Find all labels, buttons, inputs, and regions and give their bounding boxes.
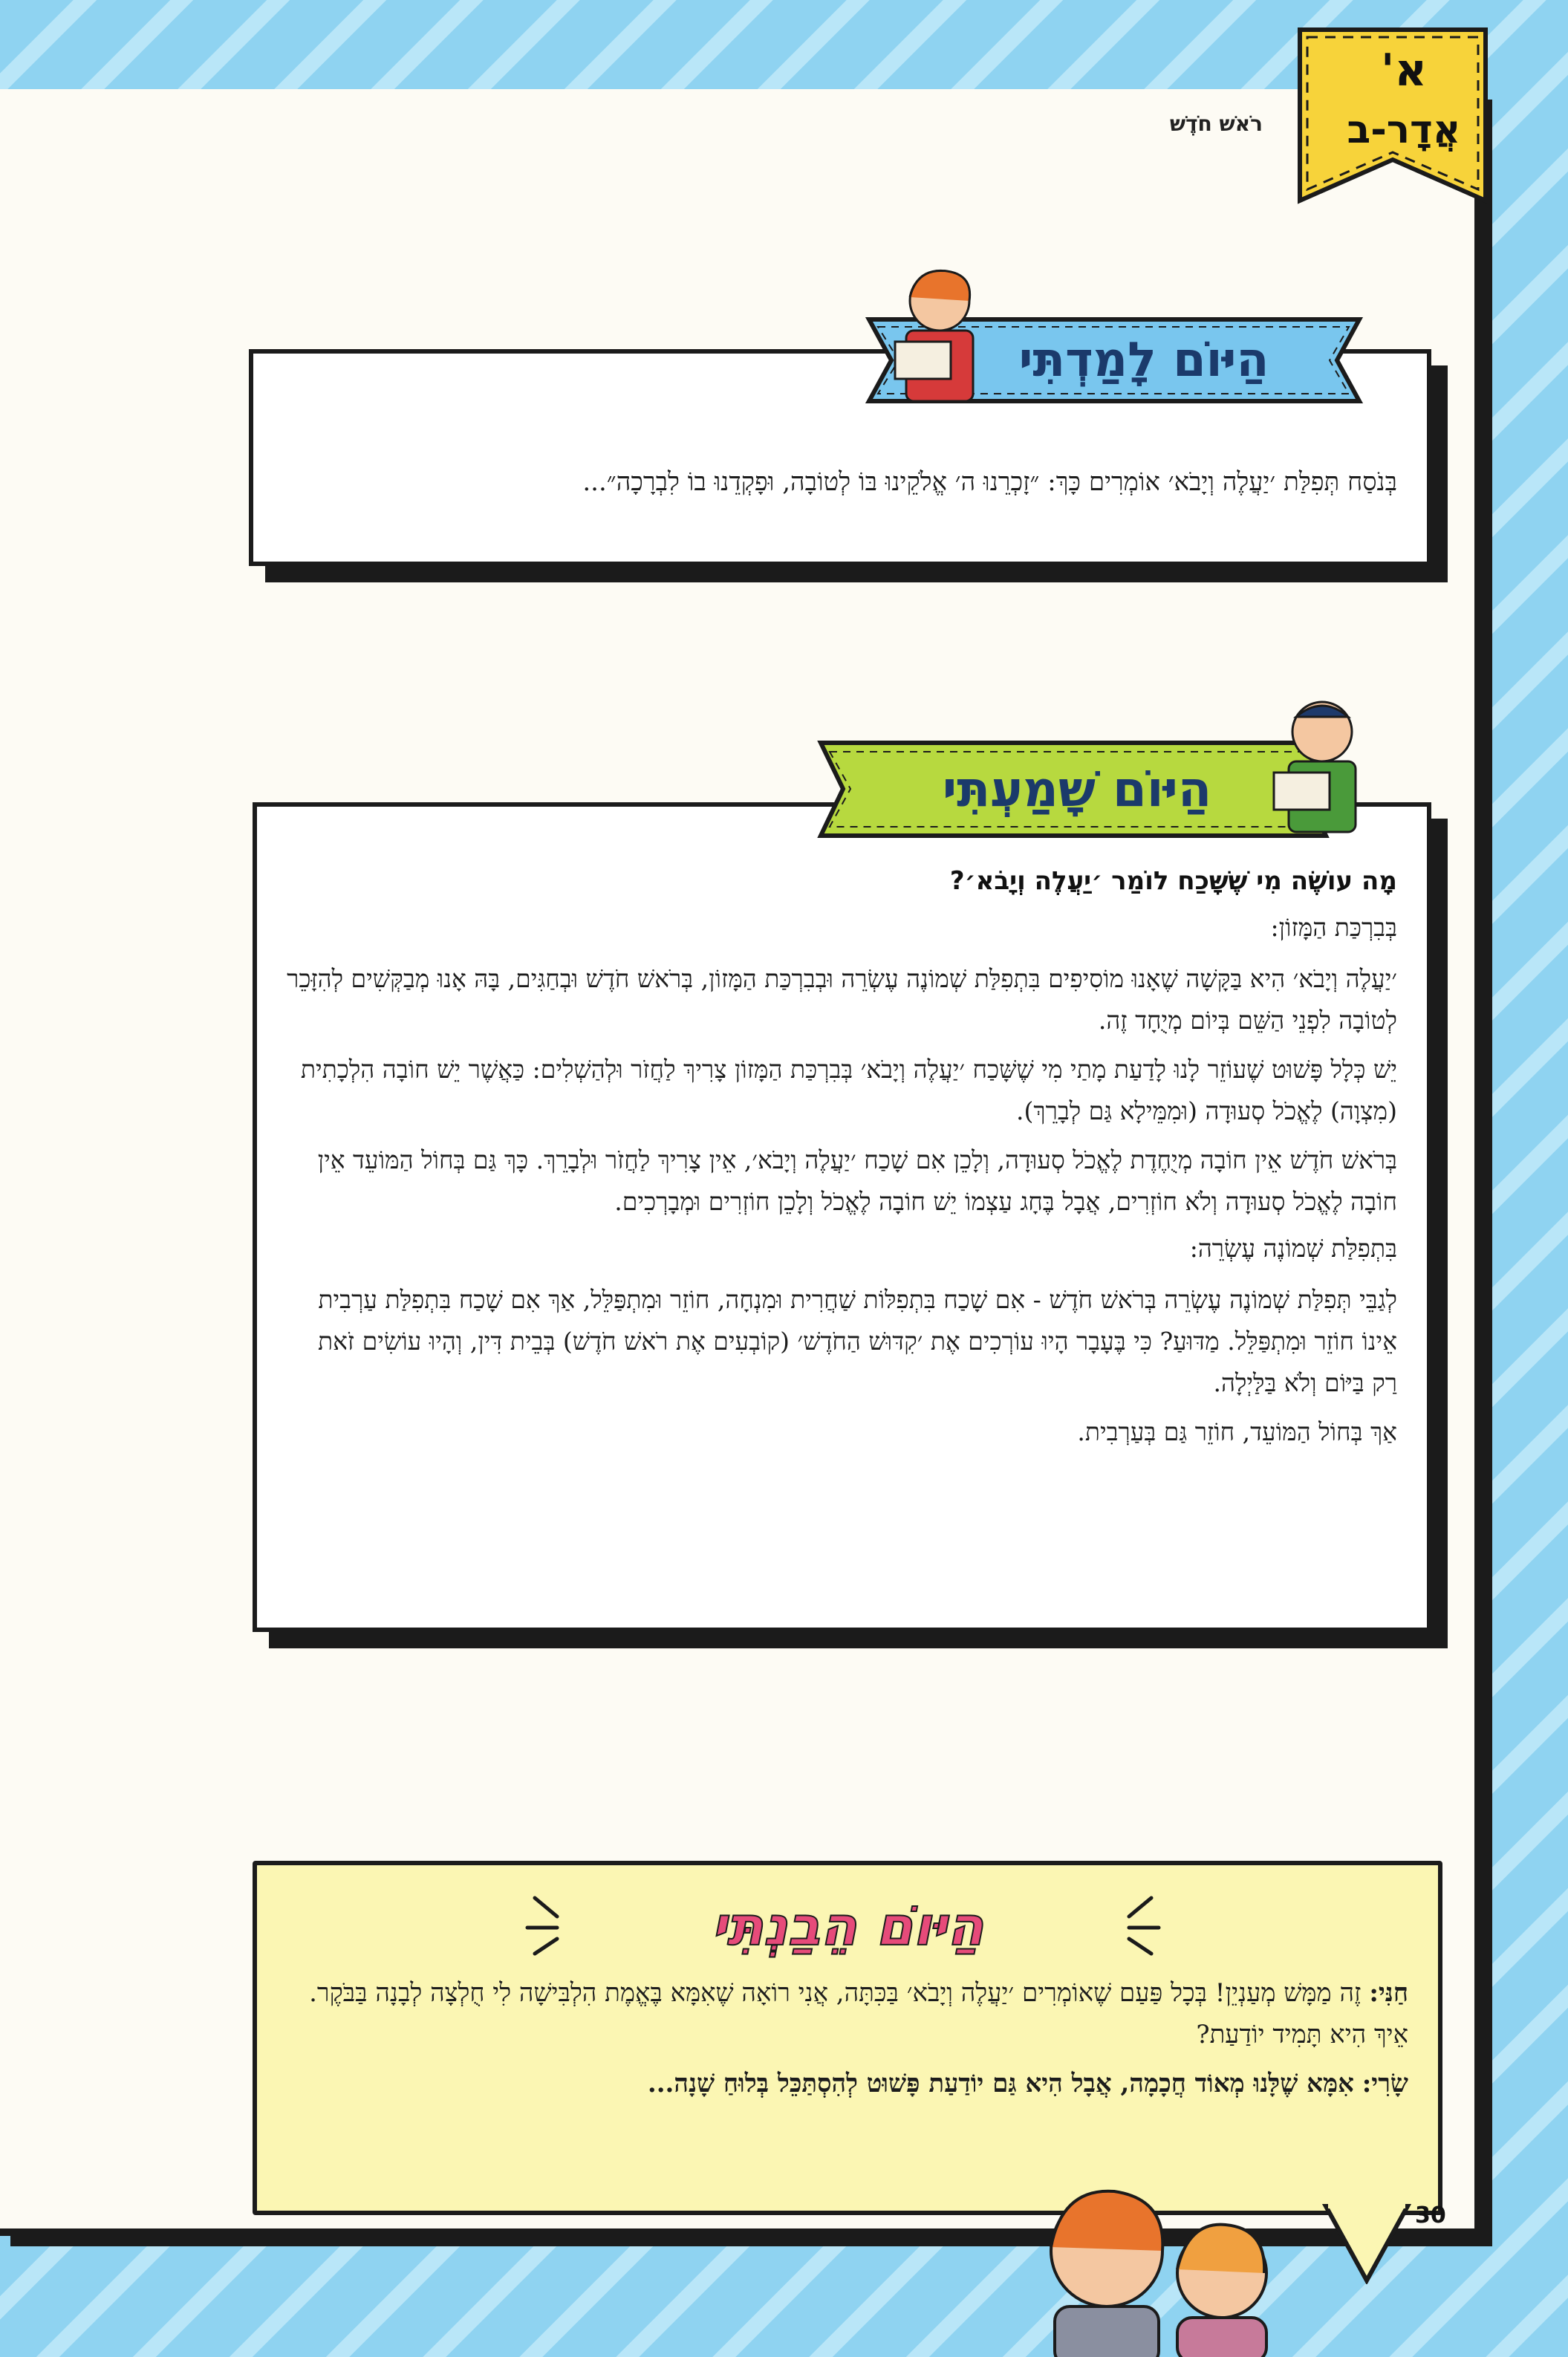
flag-letter: א' [1380,45,1428,97]
spark-left-icon [520,1883,609,1965]
heard-title: הַיּוֹם שָׁמַעְתִּי [942,761,1212,818]
speaker-chani: חַנִּי: [1369,1978,1408,2008]
heard-paragraph-2: יֵשׁ כְּלָל פָּשׁוּט שֶׁעוֹזֵר לָנוּ לָדַעַת מָתַי מִי שֶׁשָּׁכַח ׳יַעֲלֶה וְיָבֹא׳ בְּבִרְכַּת הַמָּזוֹן צָרִיךְ לַחֲזֹר וּלְהַשְׁלִים: כַּאֲשֶׁר יֵשׁ חוֹבָה הִלְכָתִית (מִצְוָה) לֶאֱכֹל סְעוּדָה (וּמִמֵּילָא גַּם לְבָרֵךְ). [300,1055,1397,1125]
speaker-sari: שָׂרִי: [1362,2069,1408,2098]
sari-text: אִמָּא שֶׁלָּנוּ מְאוֹד חֲכָמָה, אֲבָל הִיא גַּם יוֹדַעַת פָּשׁוּט לְהִסְתַּכֵּל בְּלוּחַ שָׁנָה... [647,2069,1354,2098]
heard-paragraph-5: אַךְ בְּחוֹל הַמּוֹעֵד, חוֹזֵר גַּם בְּעַרְבִית. [1077,1417,1397,1446]
spark-right-icon [1077,1883,1166,1965]
flag-month: אֲדָר-ב [1347,108,1461,152]
heard-subhead-shmone: בִּתְפִלַּת שְׁמוֹנֶה עֶשְׂרֵה: [1189,1234,1397,1263]
heard-subhead-birkat: בְּבִרְכַּת הַמָּזוֹן: [1270,913,1397,942]
heard-paragraph-1: ׳יַעֲלֶה וְיָבֹא׳ הִיא בַּקָּשָׁה שֶׁאָנוּ מוֹסִיפִים בִּתְפִלַּת שְׁמוֹנֶה עֶשְׂרֵה וּבְבִרְכַּת הַמָּזוֹן, בְּרֹאשׁ חֹדֶשׁ וּבְחַגִּים, בָּהּ אָנוּ מְבַקְּשִׁים לְהִזָּכֵר לְטוֹבָה לִפְנֵי הַשֵּׁם בְּיוֹם מְיֻחָד זֶה. [287,964,1397,1035]
learned-title: הַיּוֹם לָמַדְתִּי [1018,333,1269,388]
dialogue-line-1 [287,1972,1408,2055]
heard-box [253,802,1431,1632]
running-header: רֹאשׁ חֹדֶשׁ [1169,111,1263,136]
understood-bubble [253,1861,1442,2215]
dialogue-line-2 [287,2063,1408,2104]
page-number: 30 [1415,2202,1446,2228]
girl-reading-illustration [873,256,1006,405]
heard-paragraph-3: בְּרֹאשׁ חֹדֶשׁ אֵין חוֹבָה מְיֻחֶדֶת לֶאֱכֹל סְעוּדָה, וְלָכֵן אִם שָׁכַח ׳יַעֲלֶה וְיָבֹא׳, אֵין צָרִיךְ לַחֲזֹר וּלְבָרֵךְ. כָּךְ גַּם בְּחוֹל הַמּוֹעֵד אֵין חוֹבָה לֶאֱכֹל סְעוּדָה וְלֹא חוֹזְרִים, אֲבָל בֶּחָג עַצְמוֹ יֵשׁ חוֹבָה לֶאֱכֹל וְלָכֵן חוֹזְרִים וּמְבָרְכִים. [317,1145,1397,1216]
learned-text: בְּנֹסַח תְּפִלַּת ׳יַעֲלֶה וְיָבֹא׳ אוֹמְרִים כָּךְ: ״זָכְרֵנוּ ה׳ אֱלֹקֵינוּ בּוֹ לְטוֹבָה, וּפָקְדֵנוּ בוֹ לִבְרָכָה״... [582,467,1397,497]
boy-reading-illustration [1255,687,1389,836]
chani-text: זֶה מַמָּשׁ מְעַנְיֵן! בְּכָל פַּעַם שֶׁאוֹמְרִים ׳יַעֲלֶה וְיָבֹא׳ בַּכִּתָּה, אֲנִי רוֹאָה שֶׁאִמָּא בֶּאֱמֶת הִלְבִּישָׁה לִי חֻלְצָה לְבָנָה בַּבֹּקֶר. אֵיךְ הִיא תָּמִיד יוֹדַעַת? [309,1978,1408,2049]
two-girls-illustration [1025,2184,1300,2357]
heard-paragraph-4: לְגַבֵּי תְּפִלַּת שְׁמוֹנֶה עֶשְׂרֵה בְּרֹאשׁ חֹדֶשׁ - אִם שָׁכַח בִּתְפִלּוֹת שַׁחֲרִית וּמִנְחָה, חוֹזֵר וּמִתְפַּלֵּל, אַךְ אִם שָׁכַח בִּתְפִלַּת עַרְבִית אֵינוֹ חוֹזֵר וּמִתְפַּלֵּל. מַדּוּעַ? כִּי בֶּעָבָר הָיוּ עוֹרְכִים אֶת ׳קִדּוּשׁ הַחֹדֶשׁ׳ (קוֹבְעִים אֶת רֹאשׁ חֹדֶשׁ) בְּבֵית דִּין, וְהָיוּ עוֹשִׂים זֹאת רַק בַּיּוֹם וְלֹא בַּלַּיְלָה. [318,1285,1397,1397]
heard-question: מָה עוֹשֶׂה מִי שֶׁשָּׁכַח לוֹמַר ׳יַעֲלֶה וְיָבֹא׳? [949,866,1397,896]
bubble-tail [1322,2202,1411,2284]
understood-title: הַיּוֹם הֵבַנְתִּי [711,1895,984,1957]
